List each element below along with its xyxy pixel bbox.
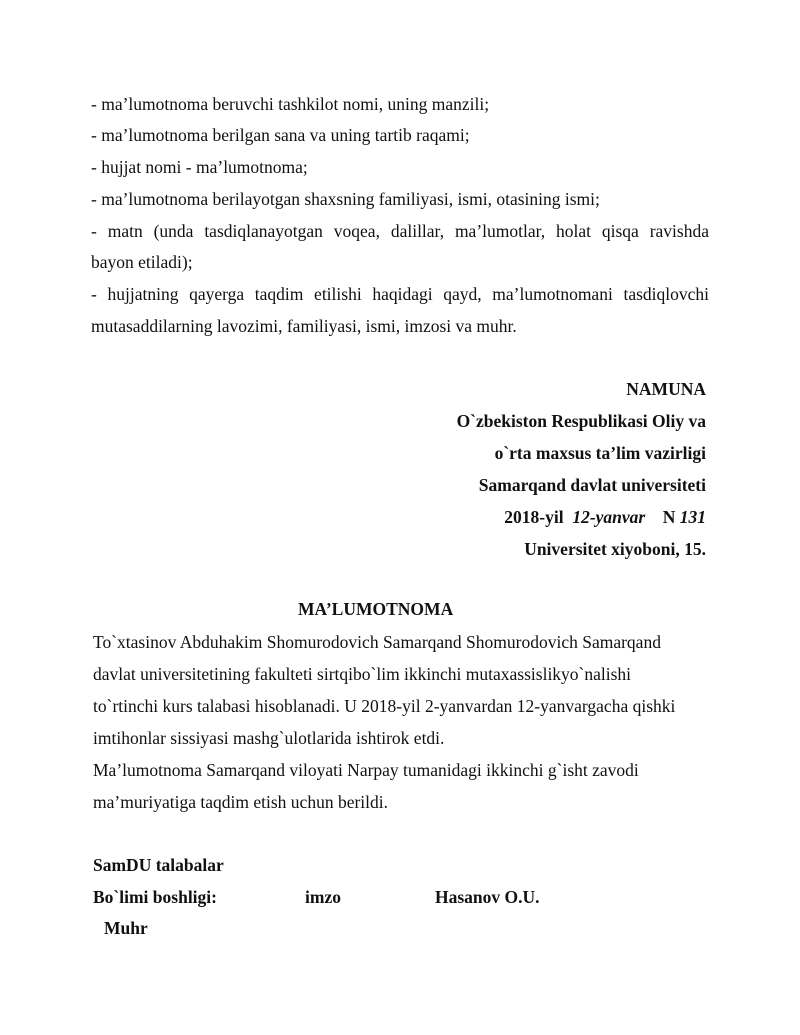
body-line: davlat universitetining fakulteti sirtqibo`lim ikkinchi mutaxassislikyo`nalishi: [93, 664, 632, 684]
stamp-label: Muhr: [104, 918, 148, 938]
body-line: Ma’lumotnoma Samarqand viloyati Narpay tumanidagi ikkinchi g`isht zavodi: [93, 760, 639, 780]
sample-label: NAMUNA: [626, 379, 706, 399]
requirement-item-continued: mutasaddilarning lavozimi, familiyasi, ismi, imzosi va muhr.: [91, 316, 517, 336]
requirement-item: - ma’lumotnoma berilgan sana va uning tartib raqami;: [91, 125, 470, 145]
signatory-name: Hasanov O.U.: [435, 887, 540, 907]
requirement-item: - hujjatning qayerga taqdim etilishi haqidagi qayd, ma’lumotnomani tasdiqlovchi: [91, 284, 709, 304]
date-day: 12-yanvar: [572, 507, 646, 527]
university-name: Samarqand davlat universiteti: [478, 475, 706, 495]
document-number: 131: [679, 507, 706, 527]
date-year: 2018-yil: [504, 507, 564, 527]
requirement-item: - hujjat nomi - ma’lumotnoma;: [91, 157, 308, 177]
body-line: ma’muriyatiga taqdim etish uchun berildi.: [93, 792, 388, 812]
body-line: imtihonlar sissiyasi mashg`ulotlarida ishtirok etdi.: [93, 728, 445, 748]
requirement-item: - ma’lumotnoma beruvchi tashkilot nomi, uning manzili;: [91, 94, 490, 114]
requirement-item-continued: bayon etiladi);: [91, 252, 193, 272]
date-number-line: [504, 506, 706, 528]
signature-label: imzo: [305, 887, 341, 907]
organization-line-1: O`zbekiston Respublikasi Oliy va: [456, 411, 706, 431]
address: Universitet xiyoboni, 15.: [524, 539, 706, 559]
document-title: MA’LUMOTNOMA: [298, 599, 454, 619]
number-prefix: N: [662, 507, 676, 527]
requirement-item: - matn (unda tasdiqlanayotgan voqea, dalillar, ma’lumotlar, holat qisqa ravishda: [91, 221, 709, 241]
body-line: to`rtinchi kurs talabasi hisoblanadi. U 2018-yil 2-yanvardan 12-yanvargacha qishki: [93, 696, 676, 716]
department-line-2: Bo`limi boshligi:: [93, 887, 217, 907]
body-line: To`xtasinov Abduhakim Shomurodovich Samarqand Shomurodovich Samarqand: [93, 632, 661, 652]
department-line-1: SamDU talabalar: [93, 855, 224, 875]
organization-line-2: o`rta maxsus ta’lim vazirligi: [494, 443, 706, 463]
requirement-item: - ma’lumotnoma berilayotgan shaxsning familiyasi, ismi, otasining ismi;: [91, 189, 600, 209]
